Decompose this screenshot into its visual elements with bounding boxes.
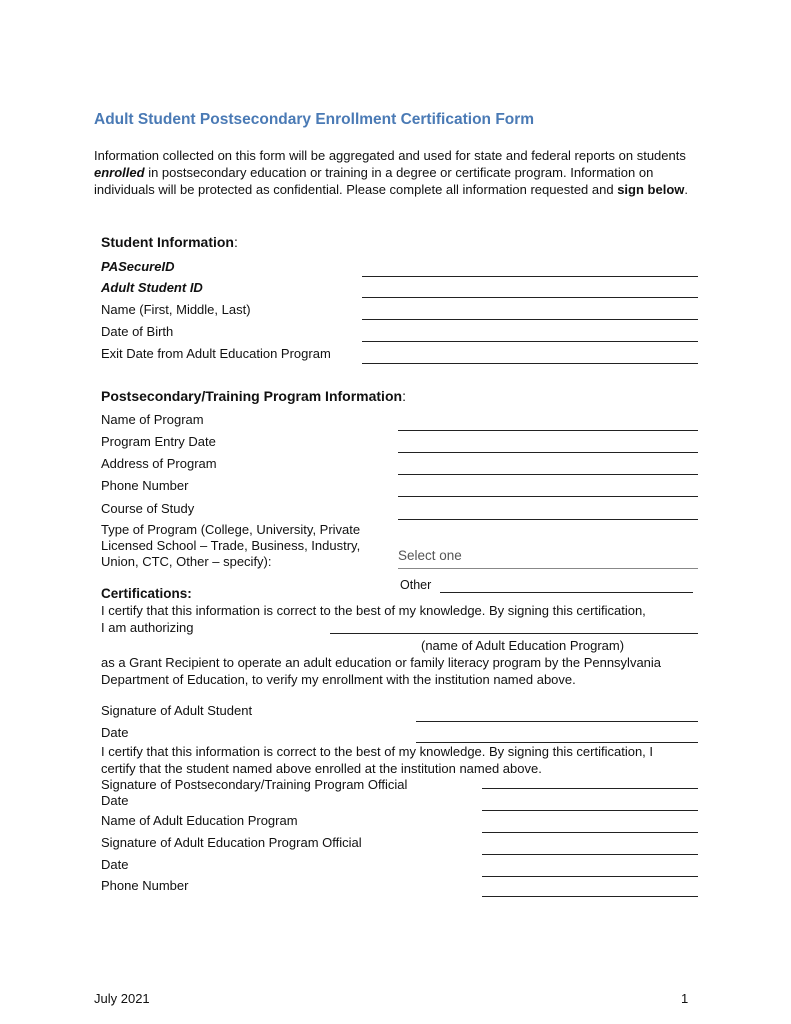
ae-program-label: Name of Adult Education Program <box>101 813 298 828</box>
date-1-label: Date <box>101 725 129 740</box>
exit-date-field[interactable] <box>362 363 698 364</box>
other-label: Other <box>400 578 432 592</box>
intro-enrolled: enrolled <box>94 165 145 180</box>
program-phone-field[interactable] <box>398 496 698 497</box>
sig-student-label: Signature of Adult Student <box>101 703 253 718</box>
name-label: Name (First, Middle, Last) <box>101 302 251 317</box>
form-title: Adult Student Postsecondary Enrollment Certification Form <box>94 111 535 128</box>
dob-label: Date of Birth <box>101 324 174 339</box>
program-type-label-2: Licensed School – Trade, Business, Industry, <box>101 538 361 553</box>
sig-ae-official-field[interactable] <box>482 854 698 855</box>
pasecureid-field[interactable] <box>362 276 698 277</box>
program-address-field[interactable] <box>398 474 698 475</box>
intro-text-2: in postsecondary education or training in a degree or certificate program. Information on individuals will be protected as confidential. Please complete all information requested and <box>94 165 654 197</box>
sig-official-label: Signature of Postsecondary/Training Program Official <box>101 777 408 792</box>
phone-field[interactable] <box>482 896 698 897</box>
cert-paragraph-2: as a Grant Recipient to operate an adult education or family literacy program by the Pennsylvania Department of Education, to verify my enrollment with the institution named above. <box>101 655 662 687</box>
sig-student-field[interactable] <box>416 721 698 722</box>
pasecureid-label: PASecureID <box>101 259 175 274</box>
phone-label: Phone Number <box>101 878 189 893</box>
date-3-label: Date <box>101 857 129 872</box>
program-name-label: Name of Program <box>101 412 204 427</box>
intro-paragraph <box>94 147 714 198</box>
program-info-heading: Postsecondary/Training Program Information: <box>101 388 406 404</box>
other-specify-field[interactable] <box>440 592 693 593</box>
date-2-field[interactable] <box>482 810 698 811</box>
intro-sign-below: sign below <box>617 182 685 197</box>
exit-date-label: Exit Date from Adult Education Program <box>101 346 331 361</box>
ae-program-field[interactable] <box>482 832 698 833</box>
adult-student-id-field[interactable] <box>362 297 698 298</box>
certifications-heading: Certifications: <box>101 586 192 601</box>
sig-official-field[interactable] <box>482 788 698 789</box>
cert-paragraph-3: I certify that this information is correct to the best of my knowledge. By signing this certification, I certify that the student named above enrolled at the institution named above. <box>101 744 654 776</box>
sig-ae-official-label: Signature of Adult Education Program Official <box>101 835 362 850</box>
program-name-field[interactable] <box>398 430 698 431</box>
program-phone-label: Phone Number <box>101 478 189 493</box>
page-number: 1 <box>681 991 689 1006</box>
program-address-label: Address of Program <box>101 456 217 471</box>
footer-date: July 2021 <box>94 991 150 1006</box>
program-type-select-value: Select one <box>398 548 462 563</box>
program-type-select[interactable] <box>398 548 698 569</box>
intro-text-3: . <box>684 182 688 197</box>
ae-program-caption: (name of Adult Education Program) <box>421 638 625 653</box>
course-label: Course of Study <box>101 501 195 516</box>
date-2-label: Date <box>101 793 129 808</box>
intro-text-1: Information collected on this form will be aggregated and used for state and federal reports on students <box>94 148 686 163</box>
cert-line-2: I am authorizing <box>101 620 194 635</box>
dob-field[interactable] <box>362 341 698 342</box>
name-field[interactable] <box>362 319 698 320</box>
cert-line-1: I certify that this information is correct to the best of my knowledge. By signing this certification, <box>101 603 646 618</box>
ae-program-name-field[interactable] <box>330 633 698 634</box>
date-3-field[interactable] <box>482 876 698 877</box>
course-field[interactable] <box>398 519 698 520</box>
entry-date-label: Program Entry Date <box>101 434 216 449</box>
adult-student-id-label: Adult Student ID <box>101 280 203 295</box>
program-type-label-3: Union, CTC, Other – specify): <box>101 554 272 569</box>
entry-date-field[interactable] <box>398 452 698 453</box>
program-type-label-1: Type of Program (College, University, Private <box>101 522 361 537</box>
student-info-heading: Student Information: <box>101 234 238 250</box>
